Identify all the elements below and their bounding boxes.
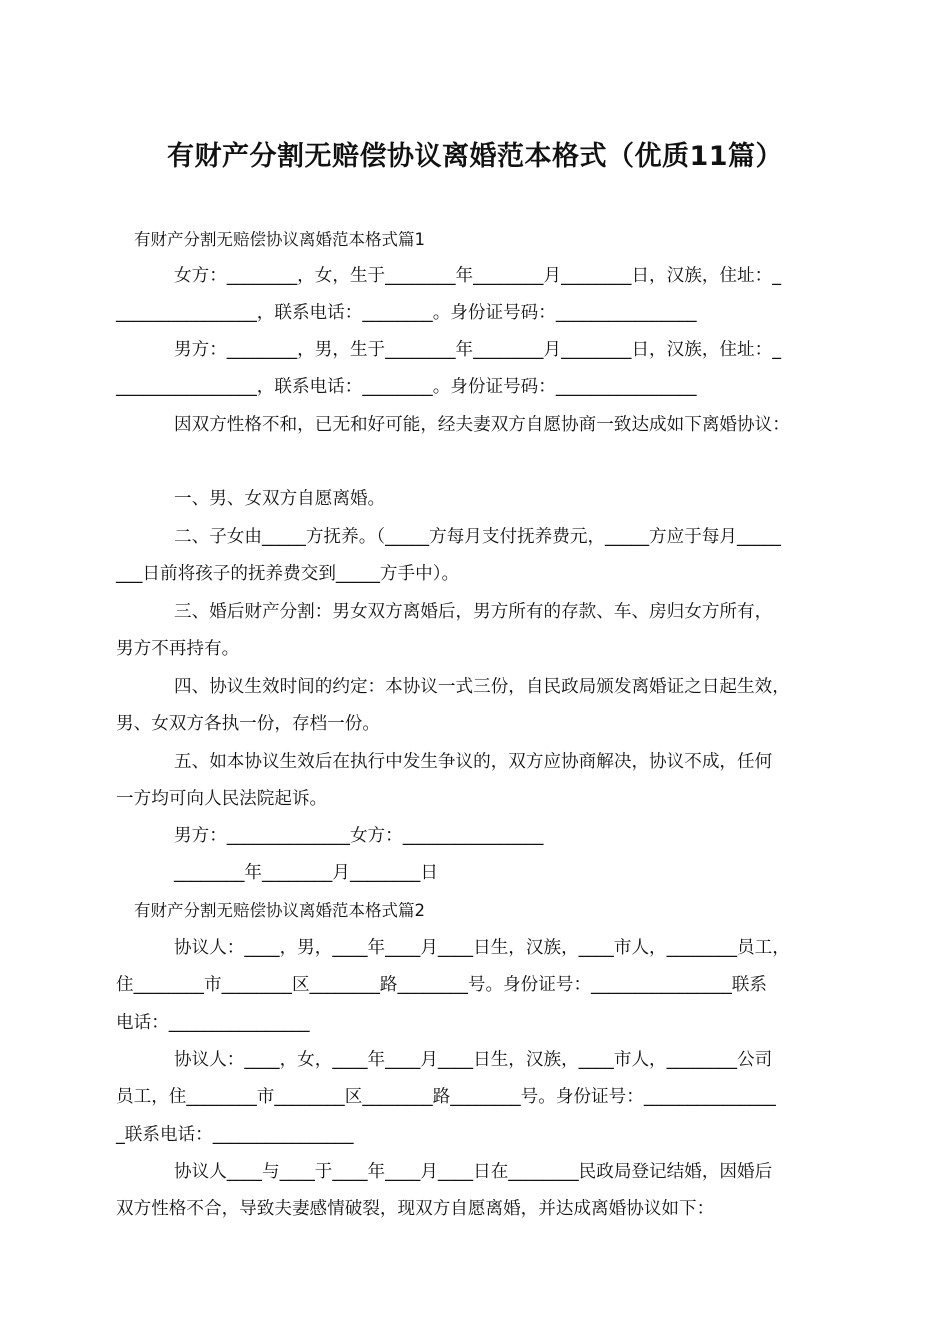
- marriage-statement-cont: 双方性格不合，导致夫妻感情破裂，现双方自愿离婚，并达成离婚协议如下：: [116, 1199, 715, 1219]
- clause-4-cont: 男、女双方各执一份，存档一份。: [116, 714, 380, 734]
- agreement-intro: 因双方性格不和，已无和好可能，经夫妻双方自愿协商一致达成如下离婚协议：: [174, 415, 790, 435]
- section-heading-2: 有财产分割无赔偿协议离婚范本格式篇2: [134, 901, 425, 920]
- party-1-info: 协议人：____，男，____年____月____日生，汉族，____市人，________员工，: [174, 938, 790, 958]
- clause-2: 二、子女由_____方抚养。（_____方每月支付抚养费元，_____方应于每月_____: [174, 527, 781, 547]
- party-2-info: 协议人：____，女，____年____月____日生，汉族，____市人，________公司: [174, 1050, 773, 1070]
- clause-4: 四、协议生效时间的约定：本协议一式三份，自民政局颁发离婚证之日起生效，: [174, 677, 790, 697]
- female-info-line-cont: ________________，联系电话：________。身份证号码：________________: [116, 303, 697, 323]
- clause-3-cont: 男方不再持有。: [116, 639, 240, 659]
- party-1-info-cont: 住________市________区________路________号。身份证号：________________联系: [116, 975, 767, 995]
- section-heading-1: 有财产分割无赔偿协议离婚范本格式篇1: [134, 230, 425, 249]
- party-2-phone: _联系电话：________________: [116, 1125, 354, 1145]
- clause-3: 三、婚后财产分割：男女双方离婚后，男方所有的存款、车、房归女方所有，: [174, 602, 773, 622]
- clause-5: 五、如本协议生效后在执行中发生争议的，双方应协商解决，协议不成，任何: [174, 752, 773, 772]
- date-line: ________年________月________日: [174, 863, 438, 883]
- marriage-statement: 协议人____与____于____年____月____日在________民政局登记结婚，因婚后: [174, 1162, 773, 1182]
- male-info-line: 男方：________，男，生于________年________月________日，汉族，住址：_: [174, 340, 781, 360]
- clause-1: 一、男、女双方自愿离婚。: [174, 489, 386, 509]
- female-info-line: 女方：________，女，生于________年________月________日，汉族，住址：_: [174, 266, 781, 286]
- male-info-line-cont: ________________，联系电话：________。身份证号码：________________: [116, 377, 697, 397]
- clause-5-cont: 一方均可向人民法院起诉。: [116, 789, 328, 809]
- signature-line: 男方：______________女方：________________: [174, 826, 544, 846]
- party-2-info-cont: 员工，住________市________区________路________号。身份证号：_______________: [116, 1087, 776, 1107]
- document-title: 有财产分割无赔偿协议离婚范本格式（优质11篇）: [166, 141, 784, 172]
- clause-2-cont: ___日前将孩子的抚养费交到_____方手中）。: [116, 564, 460, 584]
- party-1-phone: 电话：________________: [116, 1013, 310, 1033]
